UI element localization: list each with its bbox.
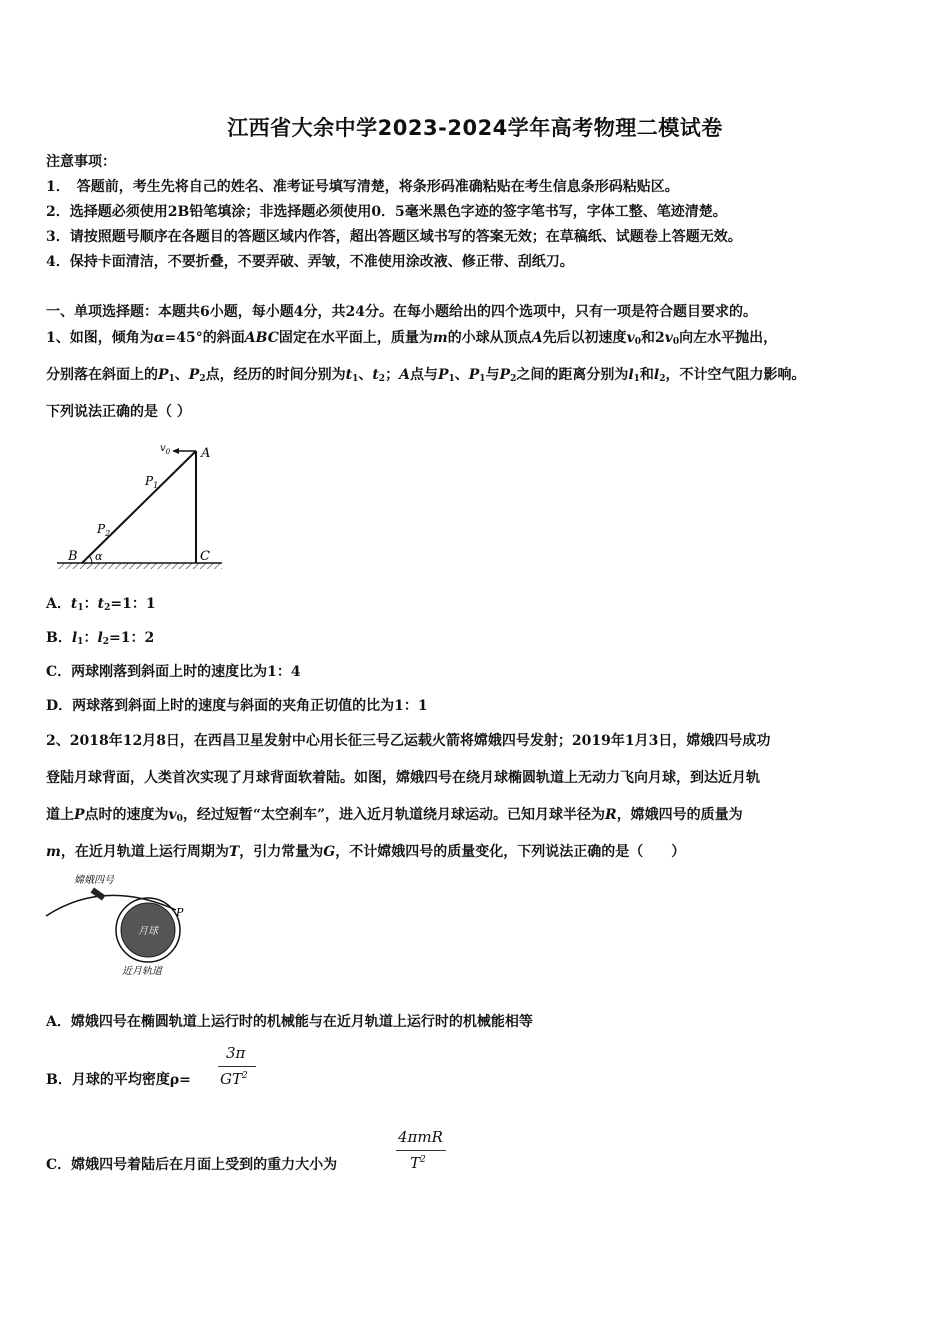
gravity-formula: [396, 1128, 450, 1178]
q1-p: P: [158, 367, 169, 383]
alpha-arc: [89, 556, 92, 563]
p-label: P: [176, 906, 184, 919]
option-text: ：: [83, 630, 98, 646]
option-text: ：: [83, 596, 98, 612]
q1-and: 和: [639, 367, 654, 383]
formula-numerator: 3π: [226, 1044, 246, 1062]
den-exponent: 2: [420, 1155, 426, 1165]
q1-sub: 2: [199, 374, 206, 384]
q2-option-b: B．月球的平均密度ρ=: [46, 1072, 191, 1088]
incline-line: [82, 451, 196, 563]
notice-item-4: 4．保持卡面清洁，不要折叠，不要弄破、弄皱，不准使用涂改液、修正带、刮纸刀。: [46, 254, 574, 270]
q2-v: v: [168, 807, 177, 823]
label-a: A: [201, 446, 211, 461]
q1-l: l: [628, 367, 634, 383]
q1-sep: 、: [454, 367, 469, 383]
q1-sep: 、: [174, 367, 189, 383]
q1-sub: 2: [104, 603, 111, 613]
q1-text: ，不计空气阻力影响。: [665, 367, 806, 383]
q1-sub: 1: [352, 374, 359, 384]
incline-diagram: [55, 438, 230, 573]
q2-text: ，引力常量为: [239, 844, 324, 860]
section-heading: 一、单项选择题：本题共6小题，每小题4分，共24分。在每小题给出的四个选项中，只有一项是符合题目要求的。: [46, 304, 757, 320]
q1-text: 点与: [409, 367, 438, 383]
q1-p: P: [188, 367, 200, 383]
q2-line-2: 登陆月球背面，人类首次实现了月球背面软着陆。如图，嫦娥四号在绕月球椭圆轨道上无动力飞向月球，到达近月轨: [46, 770, 760, 786]
den-text: T: [410, 1154, 421, 1172]
q1-a: A: [399, 367, 410, 383]
q1-sub: 1: [633, 374, 640, 384]
q1-text: 固定在水平面上，质量为: [278, 330, 433, 346]
q1-sub: 2: [510, 374, 517, 384]
orbit-label: 近月轨道: [122, 966, 162, 977]
q1-option-b: [46, 628, 154, 652]
q1-sub: 0: [672, 337, 680, 347]
q2-p: P: [74, 807, 85, 823]
q2-option-a: A．嫦娥四号在椭圆轨道上运行时的机械能与在近月轨道上运行时的机械能相等: [46, 1014, 533, 1030]
q1-p: P: [437, 367, 449, 383]
q1-alpha: α: [153, 330, 165, 346]
q1-sub: 1: [168, 374, 175, 384]
q1-text: 之间的距离分别为: [516, 367, 629, 383]
q2-m: m: [46, 844, 61, 860]
q1-a: A: [531, 330, 543, 346]
formula-denominator: [410, 1154, 426, 1172]
q1-sub: 1: [479, 374, 486, 384]
q1-sub: 2: [659, 374, 666, 384]
q1-text: 的小球从顶点: [447, 330, 532, 346]
q2-text: ，不计嫦娥四号的质量变化，下列说法正确的是（ ）: [335, 844, 686, 860]
fraction-bar: [396, 1150, 446, 1151]
q1-text: ；: [385, 367, 400, 383]
q2-t: T: [228, 844, 240, 860]
q1-t: t: [97, 596, 105, 612]
craft-label: 嫦娥四号: [74, 875, 114, 886]
q1-sub: 0: [634, 337, 641, 347]
q1-text: 分别落在斜面上的: [46, 367, 158, 383]
label-b: B: [68, 549, 78, 564]
q2-option-c: C．嫦娥四号着陆后在月面上受到的重力大小为: [46, 1157, 338, 1173]
q1-m: m: [432, 330, 448, 346]
q1-text: 向左水平抛出，: [679, 330, 778, 346]
fraction-bar: [218, 1066, 256, 1067]
q1-line-2: [46, 365, 806, 389]
q2-text: 点时的速度为: [84, 807, 169, 823]
q1-t: t: [372, 367, 379, 383]
notice-item-1: 1． 答题前，考生先将自己的姓名、准考证号填写清楚，将条形码准确粘贴在考生信息条形码粘贴区。: [46, 179, 679, 195]
q1-l: l: [653, 367, 660, 383]
q1-text: =45°的斜面: [164, 330, 245, 346]
q2-line-1: 2、2018年12月8日，在西昌卫星发射中心用长征三号乙运载火箭将嫦娥四号发射；2019年1月3日，嫦娥四号成功: [46, 733, 771, 749]
q2-text: ，嫦娥四号的质量为: [616, 807, 743, 823]
label-v0: $v_0$: [160, 443, 171, 456]
q1-sub: 1: [77, 603, 84, 613]
den-text: GT: [220, 1070, 242, 1088]
q1-line-1: [46, 328, 777, 352]
formula-denominator: [220, 1070, 248, 1088]
spacecraft-icon: [91, 888, 106, 901]
page-title: 江西省大余中学2023-2024学年高考物理二模试卷: [227, 116, 723, 140]
q1-text: 1、如图，倾角为: [46, 330, 154, 346]
q1-option-d: D．两球落到斜面上时的速度与斜面的夹角正切值的比为1：1: [46, 698, 428, 714]
q1-text: 和2: [640, 330, 665, 346]
ground-hatch: [57, 563, 222, 569]
q1-t: t: [345, 367, 353, 383]
notice-heading: 注意事项：: [46, 154, 116, 170]
label-p2: $P_2$: [97, 522, 111, 538]
q1-sub: 1: [448, 374, 455, 384]
option-text: =1：1: [110, 596, 156, 612]
q2-text: 道上: [46, 807, 74, 823]
formula-numerator: 4πmR: [398, 1128, 443, 1146]
den-exponent: 2: [242, 1071, 248, 1081]
q1-t: t: [70, 596, 78, 612]
label-alpha: α: [95, 550, 103, 563]
density-formula: [218, 1044, 258, 1094]
q1-text: 与: [485, 367, 500, 383]
q1-sub: 2: [102, 637, 110, 647]
q1-sep: 、: [358, 367, 373, 383]
q1-sub: 2: [378, 374, 386, 384]
moon-label: 月球: [138, 926, 158, 937]
q2-line-4: [46, 842, 685, 862]
option-label: B．: [46, 630, 72, 646]
q2-text: ，在近月轨道上运行周期为: [60, 844, 229, 860]
q1-l: l: [71, 630, 78, 646]
q1-line-3: 下列说法正确的是（ ）: [46, 404, 191, 420]
q2-line-3: [46, 805, 743, 829]
q2-r: R: [605, 807, 617, 823]
q1-text: 点，经历的时间分别为: [205, 367, 346, 383]
q1-p: P: [468, 367, 480, 383]
option-label: A．: [46, 596, 71, 612]
v0-arrowhead: [172, 448, 179, 454]
q1-p: P: [499, 367, 511, 383]
q1-abc: ABC: [244, 330, 279, 346]
q1-sub: 1: [77, 637, 84, 647]
q1-option-a: [46, 594, 156, 618]
label-p1: $P_1$: [145, 474, 159, 490]
label-c: C: [200, 549, 210, 564]
q1-v: v: [664, 330, 673, 346]
q1-v: v: [626, 330, 635, 346]
q2-text: ，经过短暂“太空刹车”，进入近月轨道绕月球运动。已知月球半径为: [182, 807, 606, 823]
option-text: =1：2: [109, 630, 155, 646]
q1-l: l: [97, 630, 103, 646]
notice-item-2: 2．选择题必须使用2B铅笔填涂；非选择题必须使用0．5毫米黑色字迹的签字笔书写，字体工整、笔迹清楚。: [46, 204, 727, 220]
q1-option-c: C．两球刚落到斜面上时的速度比为1：4: [46, 664, 301, 680]
q2-g: G: [323, 844, 336, 860]
moon-orbit-diagram: [44, 870, 194, 982]
notice-item-3: 3．请按照题号顺序在各题目的答题区域内作答，超出答题区域书写的答案无效；在草稿纸、试题卷上答题无效。: [46, 229, 742, 245]
q2-sub: 0: [176, 814, 183, 824]
q1-text: 先后以初速度: [542, 330, 627, 346]
